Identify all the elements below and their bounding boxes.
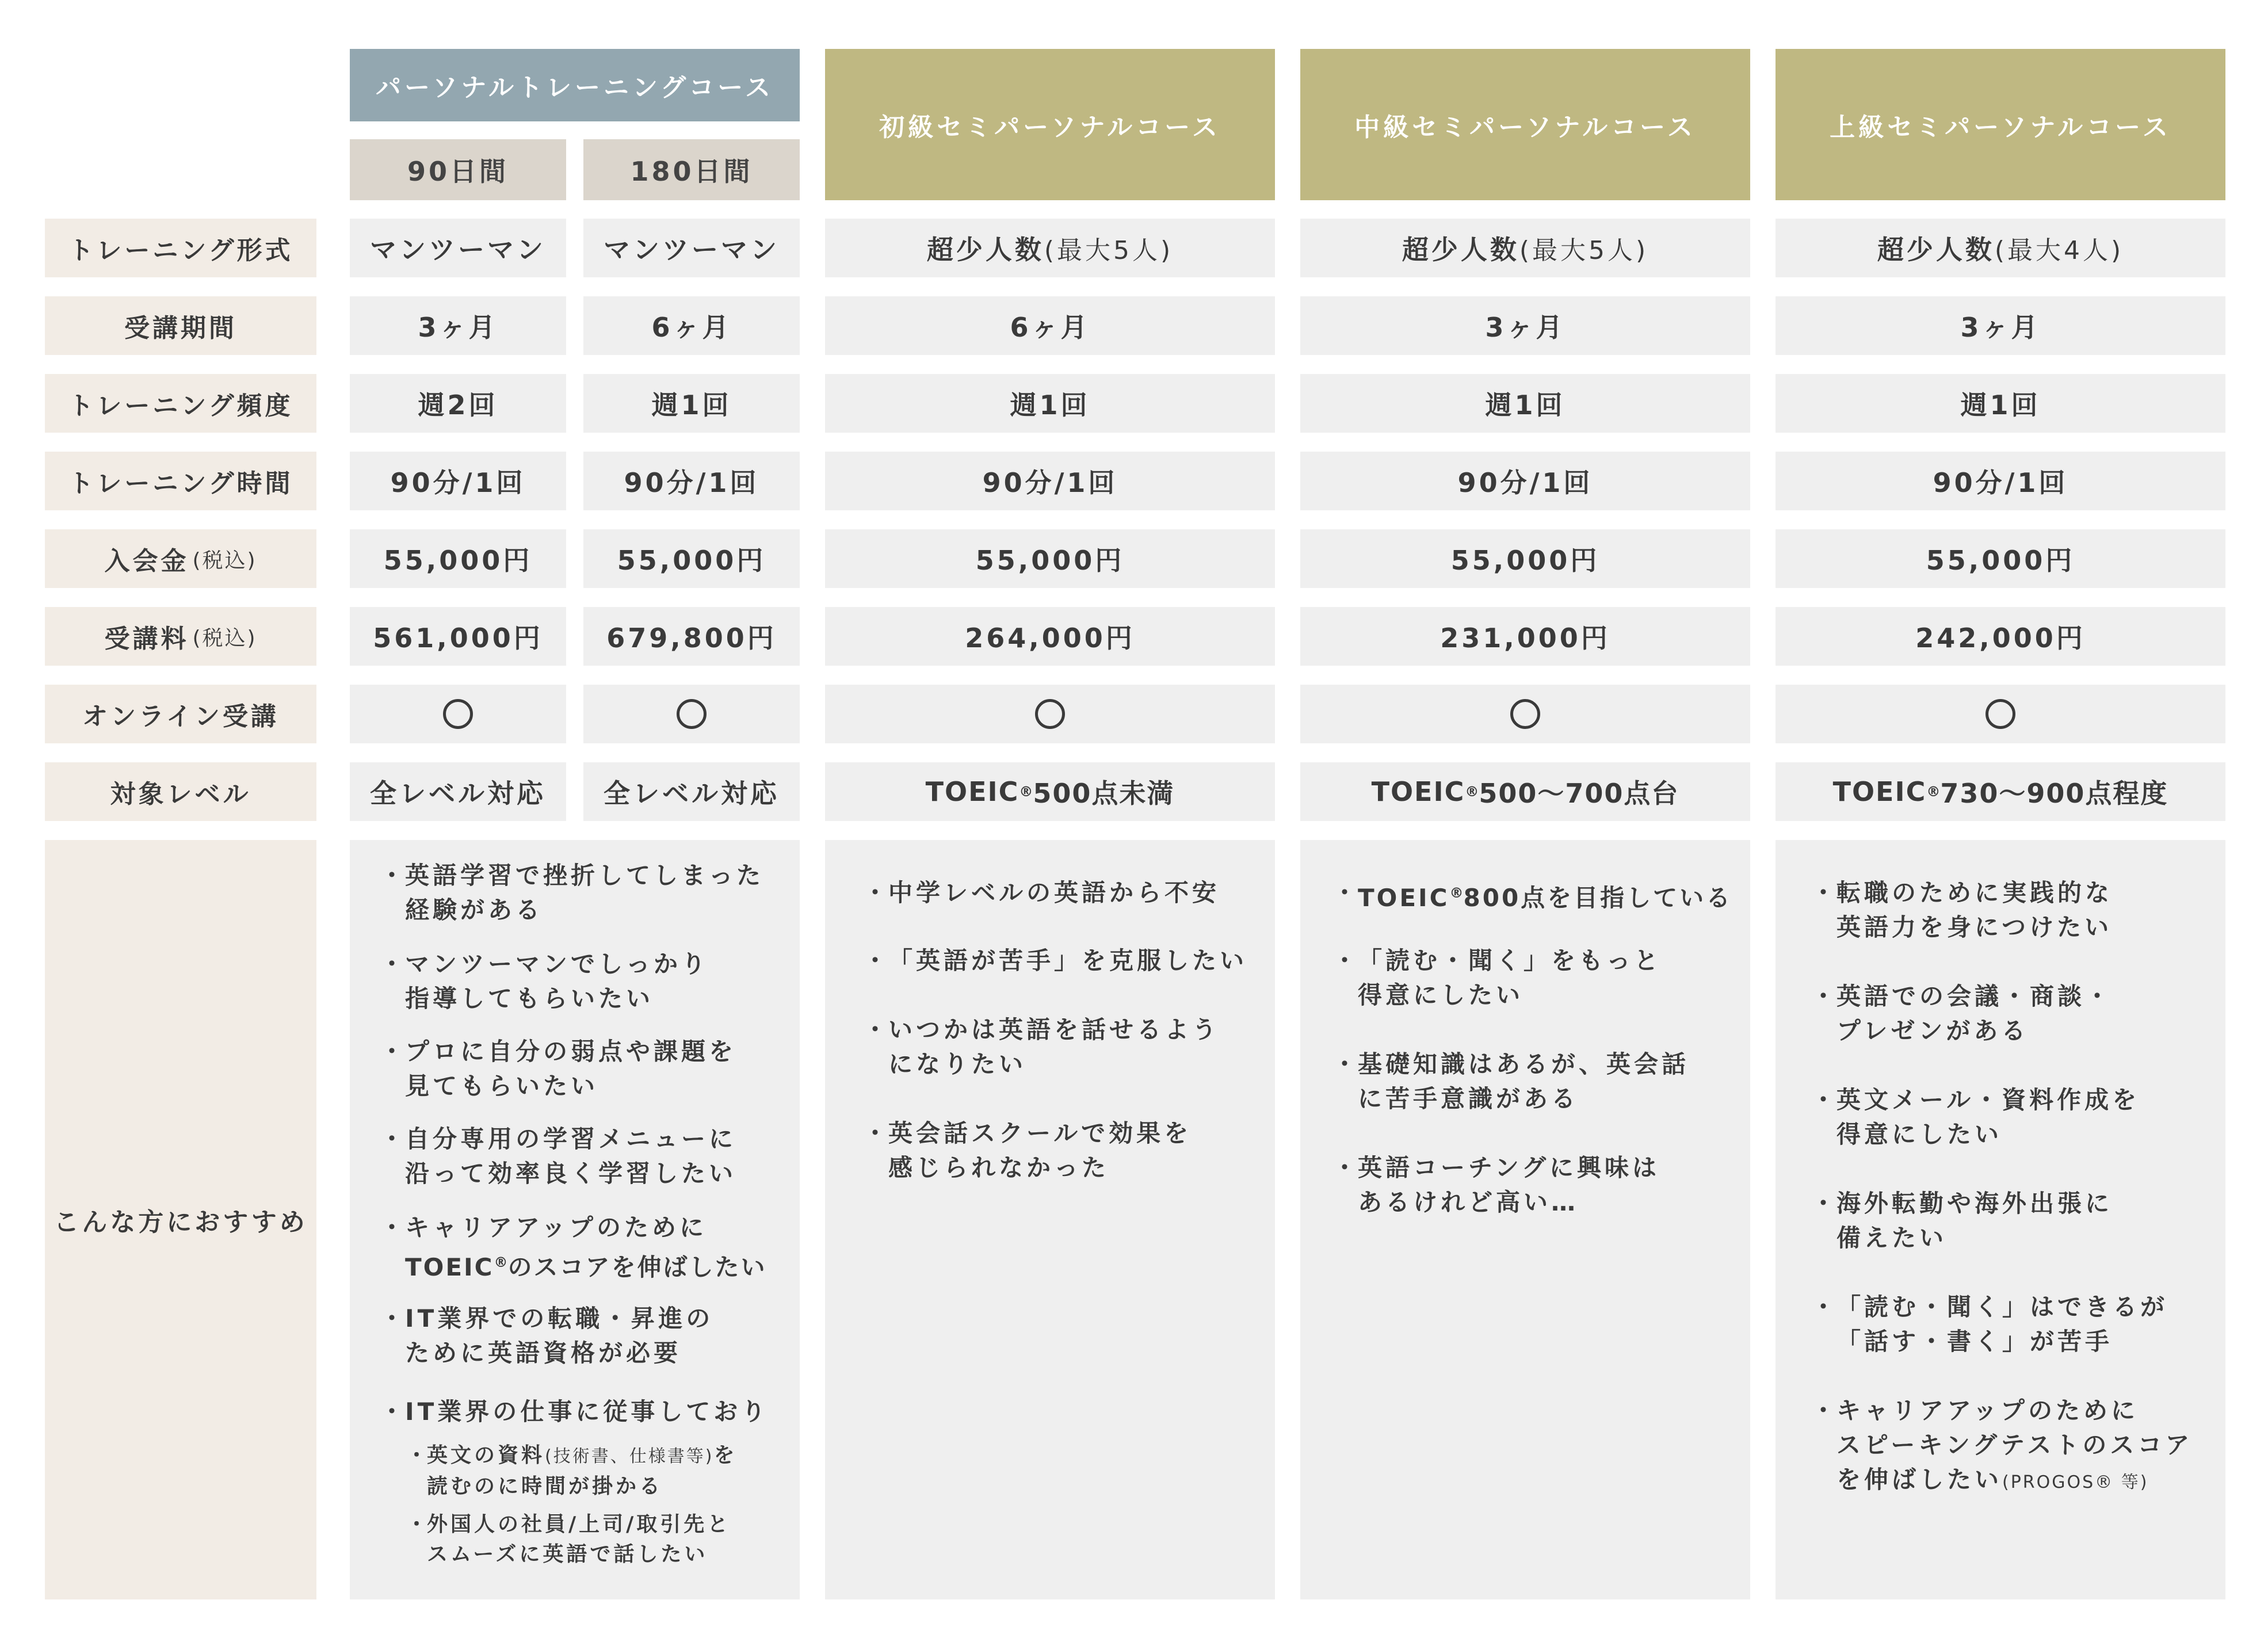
line: 英会話スクールで効果を [888, 1119, 1192, 1147]
tuition-personal-180 [583, 607, 800, 666]
header-personal-training-label: パーソナルトレーニングコース [375, 73, 774, 102]
admission-intermediate [1300, 529, 1750, 588]
frequency-intermediate-text: 週1回 [1485, 390, 1566, 421]
tuition-intermediate-text: 231,000円 [1440, 623, 1610, 654]
row-label-online-text: オンライン受講 [82, 702, 279, 731]
bullet: ・ [380, 1304, 408, 1332]
format-personal-180 [583, 219, 800, 277]
period-personal-180 [583, 296, 800, 355]
line: キャリアアップのために [405, 1213, 708, 1242]
line: キャリアアップのために [1836, 1396, 2139, 1425]
time-advanced [1776, 452, 2225, 510]
format-personal-90-text: マンツーマン [370, 234, 546, 265]
line: 海外転勤や海外出張に [1836, 1189, 2113, 1217]
time-intermediate [1300, 452, 1750, 510]
format-beginner-note: (最大5人) [1044, 236, 1174, 265]
line-small: (PROGOS® 等) [2002, 1472, 2149, 1492]
line: ために英語資格が必要 [405, 1339, 682, 1367]
bullet: ・ [380, 1125, 408, 1153]
time-intermediate-text: 90分/1回 [1457, 467, 1593, 498]
bullet: ・ [863, 1119, 891, 1147]
time-personal-180-text: 90分/1回 [624, 467, 759, 498]
line: 「英語が苦手」を克服したい [888, 946, 1248, 975]
bullet: ・ [1811, 1189, 1839, 1217]
recommend-advanced-item-6 [1811, 1393, 2193, 1500]
bullet: ・ [863, 1015, 891, 1044]
frequency-personal-90-text: 週2回 [418, 390, 498, 421]
recommend-personal-item-5 [380, 1211, 767, 1285]
recommend-advanced-item-3 [1811, 1083, 2140, 1152]
level-beginner [825, 762, 1275, 821]
line: に苦手意識がある [1358, 1085, 1579, 1113]
recommend-advanced-item-2 [1811, 979, 2113, 1048]
tuition-personal-180-text: 679,800円 [606, 623, 777, 654]
line: 感じられなかった [888, 1154, 1110, 1182]
level-personal-180 [583, 762, 800, 821]
bullet: ・ [1332, 1050, 1361, 1078]
row-label-time-text: トレーニング時間 [68, 469, 293, 498]
line: 備えたい [1836, 1224, 1948, 1252]
admission-advanced-text: 55,000円 [1926, 545, 2075, 576]
line: 英語コーチングに興味は [1358, 1154, 1660, 1182]
line: 基礎知識はあるが、英会話 [1358, 1050, 1690, 1078]
row-label-period [45, 296, 316, 355]
recommend-advanced-item-1 [1811, 876, 2113, 945]
bullet: ・ [380, 861, 408, 889]
available-circle-icon [677, 699, 707, 729]
row-label-recommend-text: こんな方におすすめ [54, 1208, 308, 1237]
frequency-intermediate [1300, 374, 1750, 433]
online-personal-90 [350, 685, 566, 743]
line: 読むのに時間が掛かる [427, 1475, 663, 1498]
admission-personal-180-text: 55,000円 [617, 545, 766, 576]
line-small: (技術書、仕様書等) [545, 1446, 714, 1467]
recommend-beginner-item-4 [863, 1116, 1192, 1185]
format-advanced-note: (最大4人) [1994, 236, 2124, 265]
line: 得意にしたい [1836, 1120, 2003, 1148]
format-personal-180-text: マンツーマン [604, 234, 780, 265]
period-beginner [825, 296, 1275, 355]
header-intermediate-label: 中級セミパーソナルコース [1354, 112, 1696, 142]
online-intermediate [1300, 685, 1750, 743]
line: 得意にしたい [1358, 981, 1524, 1009]
registered-mark: ® [1465, 784, 1479, 800]
recommend-personal-item-7 [380, 1395, 769, 1429]
recommend-beginner-item-2 [863, 944, 1248, 978]
line [427, 1441, 737, 1472]
line [1836, 1463, 2193, 1500]
level-advanced-post: 730〜900点程度 [1940, 778, 2168, 809]
recommend-personal [350, 840, 800, 1599]
line: になりたい [888, 1050, 1027, 1078]
header-personal-training [350, 49, 800, 121]
admission-beginner-text: 55,000円 [975, 545, 1125, 576]
recommend-beginner-item-3 [863, 1013, 1220, 1082]
header-advanced-course [1776, 49, 2225, 200]
row-label-tuition [45, 607, 316, 666]
line: 「読む・聞く」をもっと [1358, 946, 1662, 975]
line: プレゼンがある [1836, 1017, 2029, 1045]
row-label-tuition-text: 受講料 [104, 624, 189, 654]
row-label-frequency-text: トレーニング頻度 [68, 391, 293, 421]
line: いつかは英語を話せるよう [888, 1015, 1220, 1044]
line: 転職のために実践的な [1836, 879, 2113, 907]
level-intermediate-post: 500〜700点台 [1479, 778, 1679, 809]
format-intermediate-main: 超少人数 [1402, 234, 1519, 265]
period-advanced [1776, 296, 2225, 355]
recommend-advanced [1776, 840, 2225, 1599]
available-circle-icon [443, 699, 473, 729]
frequency-beginner-text: 週1回 [1010, 390, 1090, 421]
format-intermediate [1300, 219, 1750, 277]
format-beginner [825, 219, 1275, 277]
line: スピーキングテストのスコア [1836, 1431, 2193, 1459]
period-personal-90 [350, 296, 566, 355]
recommend-personal-item-1 [380, 858, 765, 927]
admission-intermediate-text: 55,000円 [1450, 545, 1600, 576]
frequency-personal-90 [350, 374, 566, 433]
header-personal-90-label: 90日間 [407, 156, 509, 187]
header-beginner-label: 初級セミパーソナルコース [879, 112, 1221, 142]
line: 自分専用の学習メニューに [405, 1125, 737, 1153]
time-beginner [825, 452, 1275, 510]
recommend-intermediate-item-4 [1332, 1151, 1660, 1220]
row-label-period-text: 受講期間 [124, 314, 237, 343]
tuition-beginner [825, 607, 1275, 666]
bullet: ・ [380, 1398, 408, 1426]
line: 経験がある [405, 896, 544, 924]
online-advanced [1776, 685, 2225, 743]
row-label-format-text: トレーニング形式 [68, 236, 293, 265]
bullet: ・ [1332, 946, 1361, 975]
bullet: ・ [1811, 1086, 1839, 1114]
line: 英語学習で挫折してしまった [405, 861, 765, 889]
line-pre: TOEIC [1358, 884, 1450, 912]
available-circle-icon [1035, 699, 1065, 729]
bullet: ・ [1811, 1293, 1839, 1321]
line [405, 1245, 767, 1285]
row-label-tuition-tax: (税込) [192, 626, 257, 650]
line: IT業界の仕事に従事しており [405, 1398, 769, 1426]
row-label-time [45, 452, 316, 510]
registered-mark: ® [1926, 784, 1941, 800]
row-label-online [45, 685, 316, 743]
tuition-personal-90 [350, 607, 566, 666]
header-personal-90-days [350, 139, 566, 200]
level-personal-180-text: 全レベル対応 [604, 778, 780, 809]
format-intermediate-note: (最大5人) [1519, 236, 1649, 265]
level-intermediate-pre: TOEIC [1371, 776, 1465, 807]
recommend-beginner [825, 840, 1275, 1599]
time-personal-90 [350, 452, 566, 510]
recommend-intermediate [1300, 840, 1750, 1599]
row-label-frequency [45, 374, 316, 433]
bullet: ・ [1332, 1154, 1361, 1182]
line: 中学レベルの英語から不安 [888, 879, 1220, 907]
recommend-intermediate-item-1 [1332, 876, 1733, 915]
line-post: 800点を目指している [1463, 884, 1733, 912]
time-beginner-text: 90分/1回 [982, 467, 1118, 498]
header-advanced-label: 上級セミパーソナルコース [1830, 112, 2171, 142]
row-label-recommend [45, 840, 316, 1599]
recommend-beginner-item-1 [863, 876, 1220, 910]
admission-advanced [1776, 529, 2225, 588]
line-pre: を伸ばしたい [1836, 1465, 2003, 1494]
row-label-admission-tax: (税込) [192, 548, 257, 572]
row-label-level-text: 対象レベル [110, 780, 251, 809]
bullet: ・ [1811, 1396, 1839, 1425]
period-beginner-text: 6ヶ月 [1010, 312, 1090, 343]
row-label-admission-text: 入会金 [104, 547, 189, 576]
registered-mark: ® [494, 1254, 508, 1270]
frequency-beginner [825, 374, 1275, 433]
format-personal-90 [350, 219, 566, 277]
time-advanced-text: 90分/1回 [1933, 467, 2068, 498]
frequency-advanced [1776, 374, 2225, 433]
online-beginner [825, 685, 1275, 743]
row-label-format [45, 219, 316, 277]
registered-mark: ® [1019, 784, 1033, 800]
line: IT業界での転職・昇進の [405, 1304, 714, 1332]
level-beginner-post: 500点未満 [1033, 778, 1175, 809]
recommend-personal-subitem-2 [406, 1510, 731, 1570]
admission-personal-90-text: 55,000円 [383, 545, 533, 576]
admission-beginner [825, 529, 1275, 588]
line: あるけれど高い… [1358, 1188, 1579, 1216]
line: マンツーマンでしっかり [405, 950, 709, 978]
bullet: ・ [380, 950, 408, 978]
available-circle-icon [1510, 699, 1540, 729]
bullet: ・ [1811, 982, 1839, 1010]
recommend-personal-item-6 [380, 1301, 714, 1370]
level-advanced [1776, 762, 2225, 821]
line-post: のスコアを伸ばしたい [507, 1253, 767, 1281]
format-advanced [1776, 219, 2225, 277]
row-label-level [45, 762, 316, 821]
recommend-intermediate-item-2 [1332, 944, 1662, 1013]
period-intermediate-text: 3ヶ月 [1485, 312, 1566, 343]
header-personal-180-days [583, 139, 800, 200]
bullet: ・ [863, 879, 891, 907]
recommend-advanced-item-4 [1811, 1186, 2113, 1255]
line: 指導してもらいたい [405, 984, 654, 1013]
recommend-personal-subitem-1 [406, 1441, 738, 1502]
line: 見てもらいたい [405, 1072, 599, 1100]
header-intermediate-course [1300, 49, 1750, 200]
format-advanced-main: 超少人数 [1877, 234, 1995, 265]
tuition-personal-90-text: 561,000円 [373, 623, 543, 654]
line: 外国人の社員/上司/取引先と [427, 1513, 731, 1536]
recommend-personal-item-4 [380, 1122, 737, 1191]
line: スムーズに英語で話したい [427, 1542, 708, 1566]
admission-personal-180 [583, 529, 800, 588]
recommend-intermediate-item-3 [1332, 1047, 1690, 1116]
bullet: ・ [1332, 879, 1360, 907]
period-intermediate [1300, 296, 1750, 355]
line-pre: TOEIC [405, 1253, 494, 1281]
line [1358, 876, 1732, 915]
time-personal-180 [583, 452, 800, 510]
tuition-advanced [1776, 607, 2225, 666]
format-beginner-main: 超少人数 [926, 234, 1044, 265]
time-personal-90-text: 90分/1回 [390, 467, 526, 498]
level-advanced-pre: TOEIC [1832, 776, 1927, 807]
bullet: ・ [380, 1213, 408, 1242]
tuition-beginner-text: 264,000円 [965, 623, 1135, 654]
bullet: ・ [1811, 879, 1839, 907]
online-personal-180 [583, 685, 800, 743]
line-post: を [713, 1444, 738, 1467]
header-beginner-course [825, 49, 1275, 200]
level-personal-90 [350, 762, 566, 821]
bullet: ・ [863, 946, 891, 975]
period-personal-90-text: 3ヶ月 [418, 312, 498, 343]
line: 「話す・書く」が苦手 [1836, 1327, 2113, 1356]
level-personal-90-text: 全レベル対応 [370, 778, 546, 809]
frequency-personal-180 [583, 374, 800, 433]
line: 沿って効率良く学習したい [405, 1159, 737, 1188]
row-label-admission [45, 529, 316, 588]
available-circle-icon [1986, 699, 2015, 729]
frequency-advanced-text: 週1回 [1960, 390, 2041, 421]
level-intermediate [1300, 762, 1750, 821]
level-beginner-pre: TOEIC [925, 776, 1020, 807]
line: 英語での会議・商談・ [1836, 982, 2113, 1010]
line: 英文メール・資料作成を [1836, 1086, 2140, 1114]
line: 「読む・聞く」はできるが [1836, 1293, 2168, 1321]
line-pre: 英文の資料 [427, 1444, 545, 1467]
period-advanced-text: 3ヶ月 [1960, 312, 2041, 343]
line: プロに自分の弱点や課題を [405, 1037, 737, 1066]
admission-personal-90 [350, 529, 566, 588]
tuition-intermediate [1300, 607, 1750, 666]
bullet: ・ [406, 1444, 430, 1467]
recommend-advanced-item-5 [1811, 1290, 2168, 1359]
bullet: ・ [406, 1513, 430, 1536]
header-personal-180-label: 180日間 [630, 156, 753, 187]
frequency-personal-180-text: 週1回 [651, 390, 732, 421]
recommend-personal-item-3 [380, 1034, 737, 1104]
line: 英語力を身につけたい [1836, 913, 2113, 941]
registered-mark: ® [1449, 885, 1464, 901]
period-personal-180-text: 6ヶ月 [651, 312, 732, 343]
recommend-personal-item-2 [380, 947, 709, 1016]
bullet: ・ [380, 1037, 408, 1066]
tuition-advanced-text: 242,000円 [1915, 623, 2086, 654]
